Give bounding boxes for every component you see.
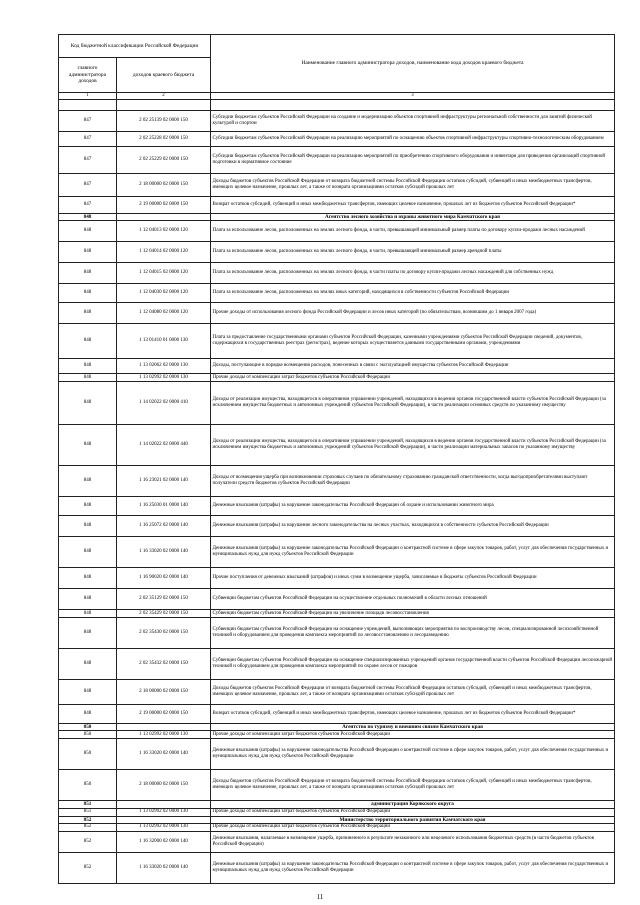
table-row <box>59 537 615 568</box>
header-row-top <box>59 35 615 58</box>
administrator-group-row <box>59 801 615 808</box>
income-code-cell: 1 12 04080 02 0000 120 <box>117 303 211 324</box>
income-name-cell: Субвенции бюджетам субъектов Российской Федерации на оснащение учреждений, выполняющих мероприятия по воспроизводству лесов, специализированной лесохозяйственной техникой и оборудованием для проведения комплекса мероприятий по лесовосстановлению и лесоразведению <box>211 618 615 649</box>
income-code-cell: 2 18 00000 02 0000 150 <box>117 174 211 197</box>
income-name-cell: Возврат остатков субсидий, субвенций и иных межбюджетных трансфертов, имеющих целевое назначение, прошлых лет из бюджетов субъектов Российской Федерации* <box>211 705 615 724</box>
admin-code-cell: 848 <box>59 214 117 221</box>
income-code-cell: 1 14 02022 02 0000 410 <box>117 382 211 425</box>
income-code-cell: 1 16 90020 02 0000 140 <box>117 568 211 589</box>
income-name-cell: Доходы от реализации имущества, находящегося в оперативном управлении учреждений, находящихся в ведении органов государственной власти субъектов Российской Федерации (за исключением имущества бюджетных и автономных учреждений субъектов Российской Федерации), в части реализации материальных запасов по указанному имуществу <box>211 425 615 466</box>
income-code-cell: 2 02 35430 02 0000 150 <box>117 618 211 649</box>
income-code-cell: 1 14 02022 02 0000 440 <box>117 425 211 466</box>
income-name-cell: Агентство лесного хозяйства и охраны животного мира Камчатского края <box>211 214 615 221</box>
admin-code-cell: 848 <box>59 425 117 466</box>
income-code-cell: 1 12 04015 02 0000 120 <box>117 263 211 284</box>
income-name-cell: Агентство по туризму и внешним связям Камчатского края <box>211 724 615 731</box>
income-name-cell: Субсидии бюджетам субъектов Российской Федерации на реализацию мероприятий по приобретению спортивного оборудования и инвентаря для приведения организаций спортивной подготовки в нормативное состояние <box>211 147 615 174</box>
admin-code-cell: 848 <box>59 610 117 618</box>
income-code-cell: 2 19 00000 02 0000 150 <box>117 705 211 724</box>
table-row <box>59 649 615 680</box>
income-code-cell <box>117 801 211 808</box>
table-row <box>59 263 615 284</box>
admin-code-cell: 848 <box>59 382 117 425</box>
column-number-2: 2 <box>117 93 211 100</box>
income-code-cell <box>117 724 211 731</box>
admin-code-cell: 848 <box>59 618 117 649</box>
table-row <box>59 242 615 263</box>
income-code-cell: 2 02 25139 02 0000 150 <box>117 111 211 132</box>
income-code-cell: 2 19 00000 02 0000 150 <box>117 197 211 214</box>
income-name-cell: Доходы бюджетов субъектов Российской Федерации от возврата бюджетной системы Российской Федерации остатков субсидий, субвенций и иных межбюджетных трансфертов, имеющих целевое назначение, прошлых лет, а также от возврата организациями остатков субсидий прошлых лет <box>211 174 615 197</box>
income-name-cell: Прочие поступления от денежных взысканий (штрафов) и иных сумм в возмещение ущерба, зачисляемые в бюджеты субъектов Российской Федерации <box>211 568 615 589</box>
table-row <box>59 132 615 147</box>
income-name-cell: Плата за использование лесов, расположенных на землях лесного фонда, в части, превышающей минимальный размер платы по договору купли-продажи лесных насаждений <box>211 221 615 242</box>
income-name-cell: Денежные взыскания (штрафы) за нарушение законодательства Российской Федерации о контрактной системе в сфере закупок товаров, работ, услуг для обеспечения государственных и муниципальных нужд для нужд субъектов Российской Федерации <box>211 852 615 883</box>
income-code-cell: 1 16 33020 02 0000 140 <box>117 739 211 770</box>
admin-code-cell: 852 <box>59 831 117 852</box>
income-code-cell: 1 16 32000 02 0000 140 <box>117 831 211 852</box>
income-name-cell: Министерство территориального развития Камчатского края <box>211 816 615 823</box>
administrator-group-row <box>59 816 615 823</box>
table-row <box>59 425 615 466</box>
spacer-row <box>59 100 615 111</box>
income-name-cell: Прочие доходы от компенсации затрат бюджетов субъектов Российской Федерации <box>211 808 615 816</box>
admin-code-cell: 848 <box>59 466 117 497</box>
admin-code-cell: 848 <box>59 516 117 537</box>
table-row <box>59 359 615 374</box>
table-row <box>59 516 615 537</box>
table-row <box>59 497 615 516</box>
admin-code-cell: 852 <box>59 823 117 831</box>
income-code-cell: 2 02 25229 02 0000 150 <box>117 147 211 174</box>
table-row <box>59 284 615 303</box>
income-code-cell: 1 13 02062 02 0000 130 <box>117 359 211 374</box>
income-name-cell: Плата за использование лесов, расположенных на землях лесного фонда, в части, превышающей минимальный размер арендной платы <box>211 242 615 263</box>
income-name-cell: Субсидии бюджетам субъектов Российской Федерации на создание и модернизацию объектов спортивной инфраструктуры региональной собственности для занятий физической культурой и спортом <box>211 111 615 132</box>
income-name-cell: Доходы бюджетов субъектов Российской Федерации от возврата бюджетной системы Российской Федерации остатков субсидий, субвенций и иных межбюджетных трансфертов, имеющих целевое назначение, прошлых лет, а также от возврата организациями остатков субсидий прошлых лет <box>211 770 615 801</box>
income-code-cell: 2 02 35429 02 0000 150 <box>117 610 211 618</box>
income-code-cell: 1 13 02992 02 0000 130 <box>117 808 211 816</box>
admin-code-cell: 847 <box>59 111 117 132</box>
income-name-cell: Денежные взыскания (штрафы) за нарушение законодательства Российской Федерации о контрактной системе в сфере закупок товаров, работ, услуг для обеспечения государственных и муниципальных нужд для нужд субъектов Российской Федерации <box>211 537 615 568</box>
income-code-cell <box>117 214 211 221</box>
income-name-cell: Доходы от реализации имущества, находящегося в оперативном управлении учреждений, находящихся в ведении органов государственной власти субъектов Российской Федерации (за исключением имущества бюджетных и автономных учреждений субъектов Российской Федерации), в части реализации основных средств по указанному имуществу <box>211 382 615 425</box>
admin-code-cell: 848 <box>59 221 117 242</box>
administrator-group-row <box>59 724 615 731</box>
admin-code-cell: 850 <box>59 770 117 801</box>
admin-code-cell: 848 <box>59 374 117 382</box>
income-name-cell: Денежные взыскания (штрафы) за нарушение законодательства Российской Федерации о контрактной системе в сфере закупок товаров, работ, услуг для обеспечения государственных и муниципальных нужд для нужд субъектов Российской Федерации <box>211 739 615 770</box>
admin-code-cell: 848 <box>59 359 117 374</box>
column-name-header: Наименование главного администратора доходов, наименование кода доходов краевого бюджета <box>211 35 615 93</box>
column-income-header: доходов краевого бюджета <box>117 58 211 93</box>
admin-code-cell: 852 <box>59 816 117 823</box>
admin-code-cell: 848 <box>59 537 117 568</box>
table-row <box>59 770 615 801</box>
admin-code-cell: 848 <box>59 324 117 359</box>
admin-code-cell: 848 <box>59 263 117 284</box>
income-name-cell: Субвенции бюджетам субъектов Российской Федерации на оснащение специализированных учреждений органов государственной власти субъектов Российской Федерации лесопожарной техникой и оборудованием для проведения комплекса мероприятий по охране лесов от пожаров <box>211 649 615 680</box>
empty-cell <box>211 100 615 111</box>
income-name-cell: Денежные взыскания (штрафы) за нарушение законодательства Российской Федерации об охране и использовании животного мира <box>211 497 615 516</box>
admin-code-cell: 847 <box>59 147 117 174</box>
income-name-cell: Плата за использование лесов, расположенных на землях лесного фонда, в части платы по договору купли-продажи лесных насаждений для собственных нужд <box>211 263 615 284</box>
income-code-cell: 2 18 00000 02 0000 150 <box>117 680 211 705</box>
income-code-cell <box>117 816 211 823</box>
admin-code-cell: 850 <box>59 724 117 731</box>
admin-code-cell: 848 <box>59 568 117 589</box>
table-row <box>59 197 615 214</box>
admin-code-cell: 848 <box>59 242 117 263</box>
income-code-cell: 1 16 33020 02 0000 140 <box>117 537 211 568</box>
table-row <box>59 852 615 883</box>
admin-code-cell: 847 <box>59 174 117 197</box>
table-row <box>59 680 615 705</box>
admin-code-cell: 848 <box>59 680 117 705</box>
income-code-cell: 1 13 02992 02 0000 130 <box>117 823 211 831</box>
budget-income-table <box>58 34 615 884</box>
income-name-cell: Субсидии бюджетам субъектов Российской Федерации на реализацию мероприятий по оснащению объектов спортивной инфраструктуры спортивно-технологическим оборудованием <box>211 132 615 147</box>
income-code-cell: 1 13 01410 01 0000 130 <box>117 324 211 359</box>
table-row <box>59 324 615 359</box>
admin-code-cell: 850 <box>59 739 117 770</box>
table-row <box>59 610 615 618</box>
document-page <box>58 34 614 884</box>
income-name-cell: Прочие доходы от использования лесного фонда Российской Федерации и лесов иных категорий (по обязательствам, возникшим до 1 января 2007 года) <box>211 303 615 324</box>
income-name-cell: Денежные взыскания, налагаемые в возмещение ущерба, причиненного в результате незаконного или нецелевого использования бюджетных средств (в части бюджетов субъектов Российской Федерации) <box>211 831 615 852</box>
table-row <box>59 466 615 497</box>
table-row <box>59 589 615 610</box>
income-name-cell: Возврат остатков субсидий, субвенций и иных межбюджетных трансфертов, имеющих целевое назначение, прошлых лет из бюджетов субъектов Российской Федерации* <box>211 197 615 214</box>
admin-code-cell: 852 <box>59 852 117 883</box>
table-row <box>59 808 615 816</box>
table-row <box>59 382 615 425</box>
admin-code-cell: 850 <box>59 731 117 739</box>
admin-code-cell: 847 <box>59 197 117 214</box>
table-row <box>59 618 615 649</box>
income-code-cell: 1 13 02992 02 0000 130 <box>117 731 211 739</box>
income-code-cell: 2 02 25228 02 0000 150 <box>117 132 211 147</box>
admin-code-cell: 848 <box>59 589 117 610</box>
income-name-cell: Субвенции бюджетам субъектов Российской Федерации на осуществление отдельных полномочий в области лесных отношений <box>211 589 615 610</box>
table-row <box>59 303 615 324</box>
income-name-cell: Прочие доходы от компенсации затрат бюджетов субъектов Российской Федерации <box>211 731 615 739</box>
empty-cell <box>59 100 117 111</box>
column-number-row <box>59 93 615 100</box>
income-code-cell: 1 16 33020 02 0000 140 <box>117 852 211 883</box>
admin-code-cell: 848 <box>59 497 117 516</box>
income-code-cell: 2 02 35432 02 0000 150 <box>117 649 211 680</box>
table-row <box>59 174 615 197</box>
admin-code-cell: 848 <box>59 649 117 680</box>
income-name-cell: Субвенции бюджетам субъектов Российской Федерации на увеличение площади лесовосстановления <box>211 610 615 618</box>
admin-code-cell: 847 <box>59 132 117 147</box>
empty-cell <box>117 100 211 111</box>
table-row <box>59 111 615 132</box>
income-code-cell: 1 16 25030 01 0000 140 <box>117 497 211 516</box>
income-code-cell: 1 12 04014 02 0000 120 <box>117 242 211 263</box>
column-number-3: 3 <box>211 93 615 100</box>
administrator-group-row <box>59 214 615 221</box>
table-row <box>59 374 615 382</box>
income-name-cell: Плата за использование лесов, расположенных на землях иных категорий, находящихся в собственности субъектов Российской Федерации <box>211 284 615 303</box>
income-name-cell: Прочие доходы от компенсации затрат бюджетов субъектов Российской Федерации <box>211 374 615 382</box>
table-row <box>59 705 615 724</box>
admin-code-cell: 851 <box>59 808 117 816</box>
income-name-cell: Доходы от возмещения ущерба при возникновении страховых случаев по обязательному страхованию гражданской ответственности, когда выгодоприобретателями выступают получатели средств бюджетов субъектов Российской Федерации <box>211 466 615 497</box>
column-number-1: 1 <box>59 93 117 100</box>
income-name-cell: администрация Корякского округа <box>211 801 615 808</box>
table-row <box>59 739 615 770</box>
admin-code-cell: 848 <box>59 303 117 324</box>
table-row <box>59 221 615 242</box>
table-row <box>59 731 615 739</box>
table-row <box>59 831 615 852</box>
table-row <box>59 568 615 589</box>
page-number: 11 <box>316 893 324 901</box>
income-name-cell: Доходы, поступающие в порядке возмещения расходов, понесенных в связи с эксплуатацией имущества субъектов Российской Федерации <box>211 359 615 374</box>
income-name-cell: Прочие доходы от компенсации затрат бюджетов субъектов Российской Федерации <box>211 823 615 831</box>
income-code-cell: 1 12 04013 02 0000 120 <box>117 221 211 242</box>
admin-code-cell: 851 <box>59 801 117 808</box>
income-code-cell: 1 13 02992 02 0000 130 <box>117 374 211 382</box>
admin-code-cell: 848 <box>59 705 117 724</box>
income-code-cell: 2 18 00000 02 0000 150 <box>117 770 211 801</box>
kbk-title: Код бюджетной классификации Российской Федерации <box>59 35 211 58</box>
table-row <box>59 147 615 174</box>
income-name-cell: Плата за предоставление государственными органами субъектов Российской Федерации, казенными учреждениями субъектов Российской Федерации сведений, документов, содержащихся в государственных реестрах (регистрах), ведение которых осуществляется данными государственными органами, учреждениями <box>211 324 615 359</box>
income-code-cell: 1 16 23021 02 0000 140 <box>117 466 211 497</box>
admin-code-cell: 848 <box>59 284 117 303</box>
income-name-cell: Доходы бюджетов субъектов Российской Федерации от возврата бюджетной системы Российской Федерации остатков субсидий, субвенций и иных межбюджетных трансфертов, имеющих целевое назначение, прошлых лет, а также от возврата организациями остатков субсидий прошлых лет <box>211 680 615 705</box>
table-row <box>59 823 615 831</box>
income-code-cell: 1 16 25072 02 0000 140 <box>117 516 211 537</box>
income-code-cell: 2 02 35129 02 0000 150 <box>117 589 211 610</box>
income-code-cell: 1 12 04030 02 0000 120 <box>117 284 211 303</box>
column-admin-header: главного администратора доходов <box>59 58 117 93</box>
income-name-cell: Денежные взыскания (штрафы) за нарушение лесного законодательства на лесных участках, находящихся в собственности субъектов Российской Федерации <box>211 516 615 537</box>
